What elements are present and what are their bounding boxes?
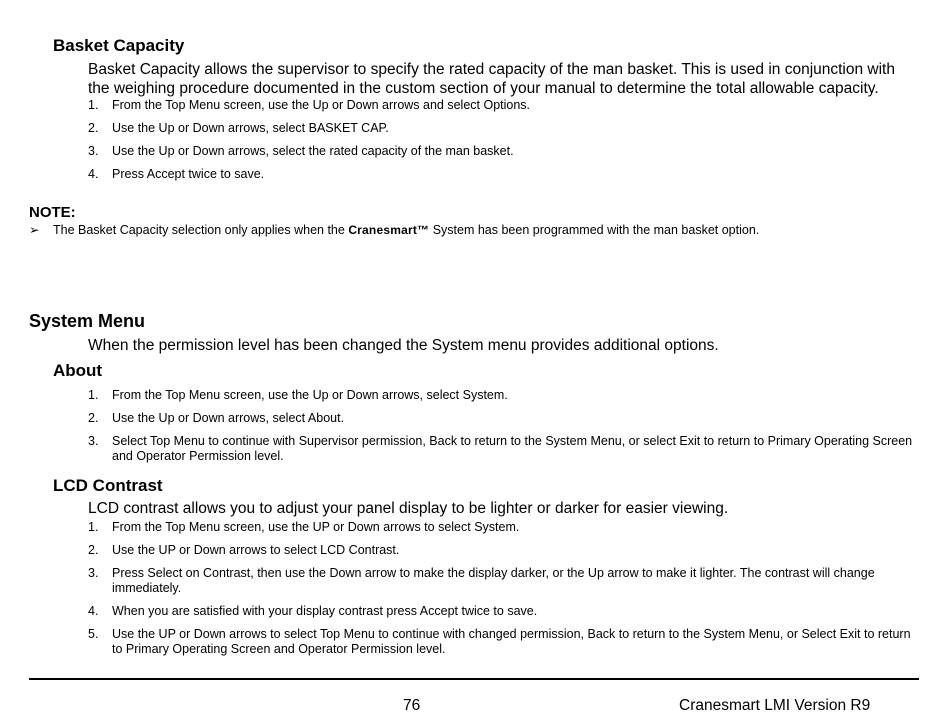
system-menu-heading: System Menu bbox=[29, 311, 146, 331]
basket-capacity-heading: Basket Capacity bbox=[53, 36, 185, 55]
list-item: 3. Press Select on Contrast, then use the Down arrow to make the display darker, or the Up arrow to make it lighter. The contrast will change immediately. bbox=[88, 566, 875, 595]
about-heading: About bbox=[53, 361, 103, 380]
lcd-contrast-steps bbox=[88, 520, 918, 657]
system-menu-intro: When the permission level has been changed the System menu provides additional options. bbox=[88, 337, 719, 354]
about-steps bbox=[88, 388, 918, 464]
document-version: Cranesmart LMI Version R9 bbox=[679, 697, 871, 714]
note-title: NOTE: bbox=[29, 204, 76, 221]
page-number: 76 bbox=[403, 697, 421, 714]
basket-capacity-intro: Basket Capacity allows the supervisor to specify the rated capacity of the man basket. This is used in conjunction with the weighing procedure documented in the custom section of your manual to determine the total allowable capacity. bbox=[88, 61, 895, 97]
list-item: 2. Use the UP or Down arrows to select LCD Contrast. bbox=[88, 543, 400, 557]
list-item: 2. Use the Up or Down arrows, select BASKET CAP. bbox=[88, 121, 389, 135]
list-item: 4. When you are satisfied with your display contrast press Accept twice to save. bbox=[88, 604, 538, 618]
list-item: 1. From the Top Menu screen, use the Up or Down arrows, select System. bbox=[88, 388, 508, 402]
list-item: 3. Select Top Menu to continue with Supervisor permission, Back to return to the System Menu, or select Exit to return to Primary Operating Screen and Operator Permission level. bbox=[88, 434, 913, 463]
list-item: 4. Press Accept twice to save. bbox=[88, 167, 265, 181]
list-item: 3. Use the Up or Down arrows, select the rated capacity of the man basket. bbox=[88, 144, 514, 158]
arrow-bullet-icon: ➢ bbox=[29, 223, 40, 237]
basket-capacity-steps bbox=[88, 98, 918, 182]
lcd-contrast-heading: LCD Contrast bbox=[53, 476, 163, 495]
footer-divider bbox=[29, 678, 919, 680]
list-item: 5. Use the UP or Down arrows to select Top Menu to continue with changed permission, Back to return to the System Menu, or Select Exit to return to Primary Operating Screen and Operator Permission level. bbox=[88, 627, 911, 656]
list-item: 1. From the Top Menu screen, use the Up or Down arrows and select Options. bbox=[88, 98, 531, 112]
brand-name: Cranesmart™ bbox=[348, 223, 430, 237]
note-item: ➢ The Basket Capacity selection only applies when the Cranesmart™ System has been programmed with the man basket option. bbox=[29, 223, 760, 237]
list-item: 1. From the Top Menu screen, use the UP or Down arrows to select System. bbox=[88, 520, 520, 534]
lcd-contrast-intro: LCD contrast allows you to adjust your panel display to be lighter or darker for easier viewing. bbox=[88, 500, 729, 517]
list-item: 2. Use the Up or Down arrows, select About. bbox=[88, 411, 345, 425]
